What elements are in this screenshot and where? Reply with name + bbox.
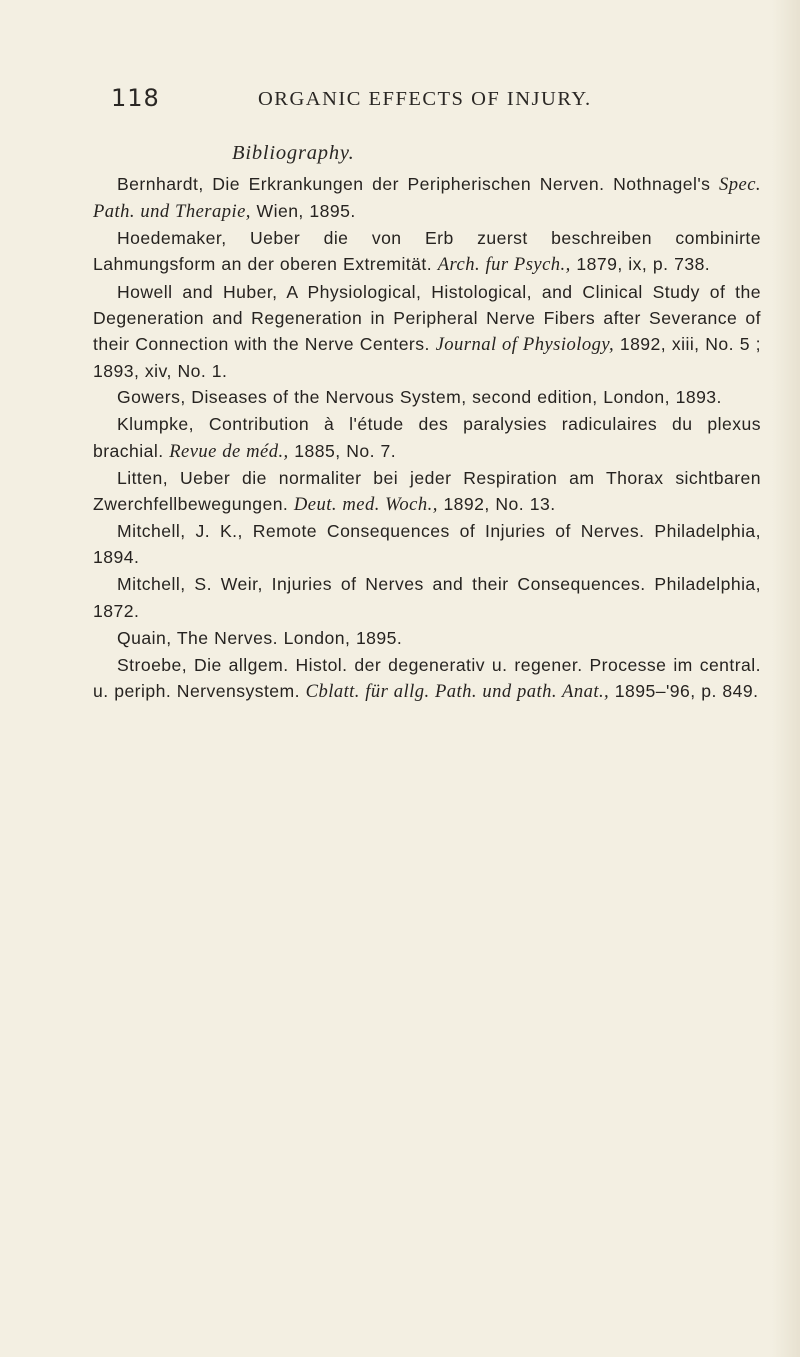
- bibliography-entry-bernhardt: Bernhardt, Die Erkrankungen der Peripherischen Nerven. Nothnagel's Spec. Path. und Therapie, Wien, 1895.: [93, 174, 761, 223]
- bibliography-entry-stroebe: Stroebe, Die allgem. Histol. der degenerativ u. regener. Processe im central. u. periph. Nervensystem. Cblatt. für allg. Path. und path. Anat., 1895–'96, p. 849.: [93, 654, 761, 702]
- bibliography-entry-klumpke: Klumpke, Contribution à l'étude des paralysies radiculaires du plexus brachial. Revue de méd., 1885, No. 7.: [93, 414, 761, 462]
- bibliography-entry-litten: Litten, Ueber die normaliter bei jeder Respiration am Thorax sichtbaren Zwerchfellbewegungen. Deut. med. Woch., 1892, No. 13.: [93, 467, 761, 515]
- journal-title: Deut. med. Woch.,: [293, 493, 438, 515]
- bibliography-entry-quain: Quain, The Nerves. London, 1895.: [117, 627, 403, 648]
- page-number: 118: [111, 84, 160, 112]
- journal-title: Spec. Path. und Therapie,: [93, 174, 761, 223]
- page-edge-shadow: [772, 0, 800, 1357]
- bibliography-list: [93, 171, 761, 705]
- bibliography-entry-howell-huber: Howell and Huber, A Physiological, Histological, and Clinical Study of the Degeneration and Regeneration in Peripheral Nerve Fibers after Severance of their Connection with the Nerve Centers. Journal of Physiology, 1892, xiii, No. 5 ; 1893, xiv, No. 1.: [93, 281, 762, 382]
- running-head: ORGANIC EFFECTS OF INJURY.: [258, 88, 592, 110]
- bibliography-entry-gowers: Gowers, Diseases of the Nervous System, second edition, London, 1893.: [117, 387, 722, 408]
- bibliography-entry-mitchell-jk: Mitchell, J. K., Remote Consequences of Injuries of Nerves. Philadelphia, 1894.: [93, 521, 761, 568]
- bibliography-entry-mitchell-sw: Mitchell, S. Weir, Injuries of Nerves and their Consequences. Philadelphia, 1872.: [93, 574, 761, 621]
- bibliography-entry-hoedemaker: Hoedemaker, Ueber die von Erb zuerst beschreiben combinirte Lahmungsform an der oberen Extremität. Arch. fur Psych., 1879, ix, p. 738.: [93, 228, 761, 276]
- journal-title: Arch. fur Psych.,: [437, 254, 571, 276]
- journal-title: Journal of Physiology,: [435, 333, 615, 355]
- journal-title: Revue de méd.,: [169, 440, 289, 462]
- journal-title: Cblatt. für allg. Path. und path. Anat.,: [305, 680, 610, 702]
- section-title: Bibliography.: [232, 142, 355, 164]
